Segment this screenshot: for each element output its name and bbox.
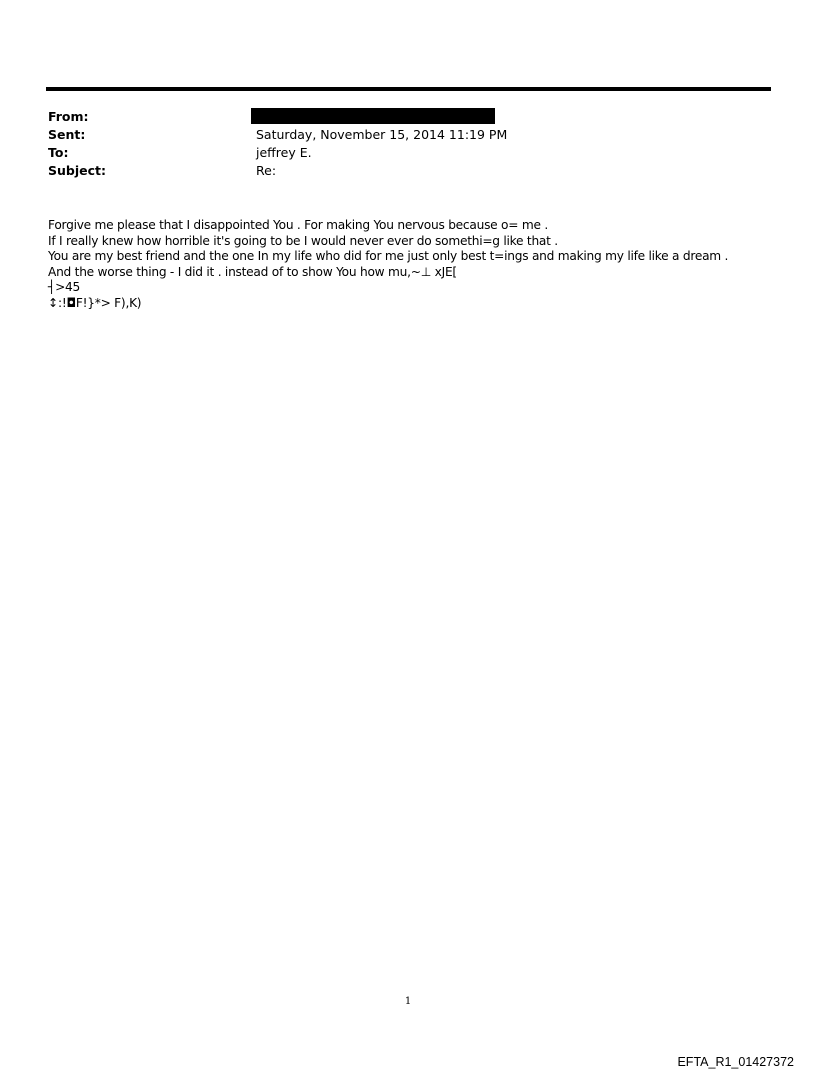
- from-row: [48, 108, 748, 126]
- header-divider-rule: [46, 87, 771, 91]
- redaction-bar: [251, 108, 495, 124]
- body-line: You are my best friend and the one In my life who did for me just only best t=ings and making my life like a dream .: [48, 249, 729, 264]
- sent-row: [48, 126, 748, 144]
- body-line: And the worse thing - I did it . instead of to show You how mu,~⊥ xJE[: [48, 264, 457, 279]
- to-value: jeffrey E.: [256, 145, 312, 160]
- email-header: [48, 108, 748, 180]
- body-line: Forgive me please that I disappointed You . For making You nervous because o= me .: [48, 218, 548, 232]
- subject-row: [48, 162, 748, 180]
- body-line: ┤>45: [48, 280, 81, 295]
- sent-label: Sent:: [48, 127, 86, 142]
- to-label: To:: [48, 145, 69, 160]
- subject-value: Re:: [256, 163, 277, 178]
- to-row: [48, 144, 748, 162]
- sent-value: Saturday, November 15, 2014 11:19 PM: [256, 127, 508, 142]
- from-label: From:: [48, 109, 89, 124]
- body-line: If I really knew how horrible it's going to be I would never ever do somethi=g like that .: [48, 233, 558, 248]
- subject-label: Subject:: [48, 163, 106, 178]
- page-number: 1: [404, 996, 412, 1007]
- body-line: ↕:!◘F!}*> F),K): [48, 295, 142, 310]
- email-body: [48, 218, 788, 312]
- document-id: EFTA_R1_01427372: [677, 1055, 794, 1069]
